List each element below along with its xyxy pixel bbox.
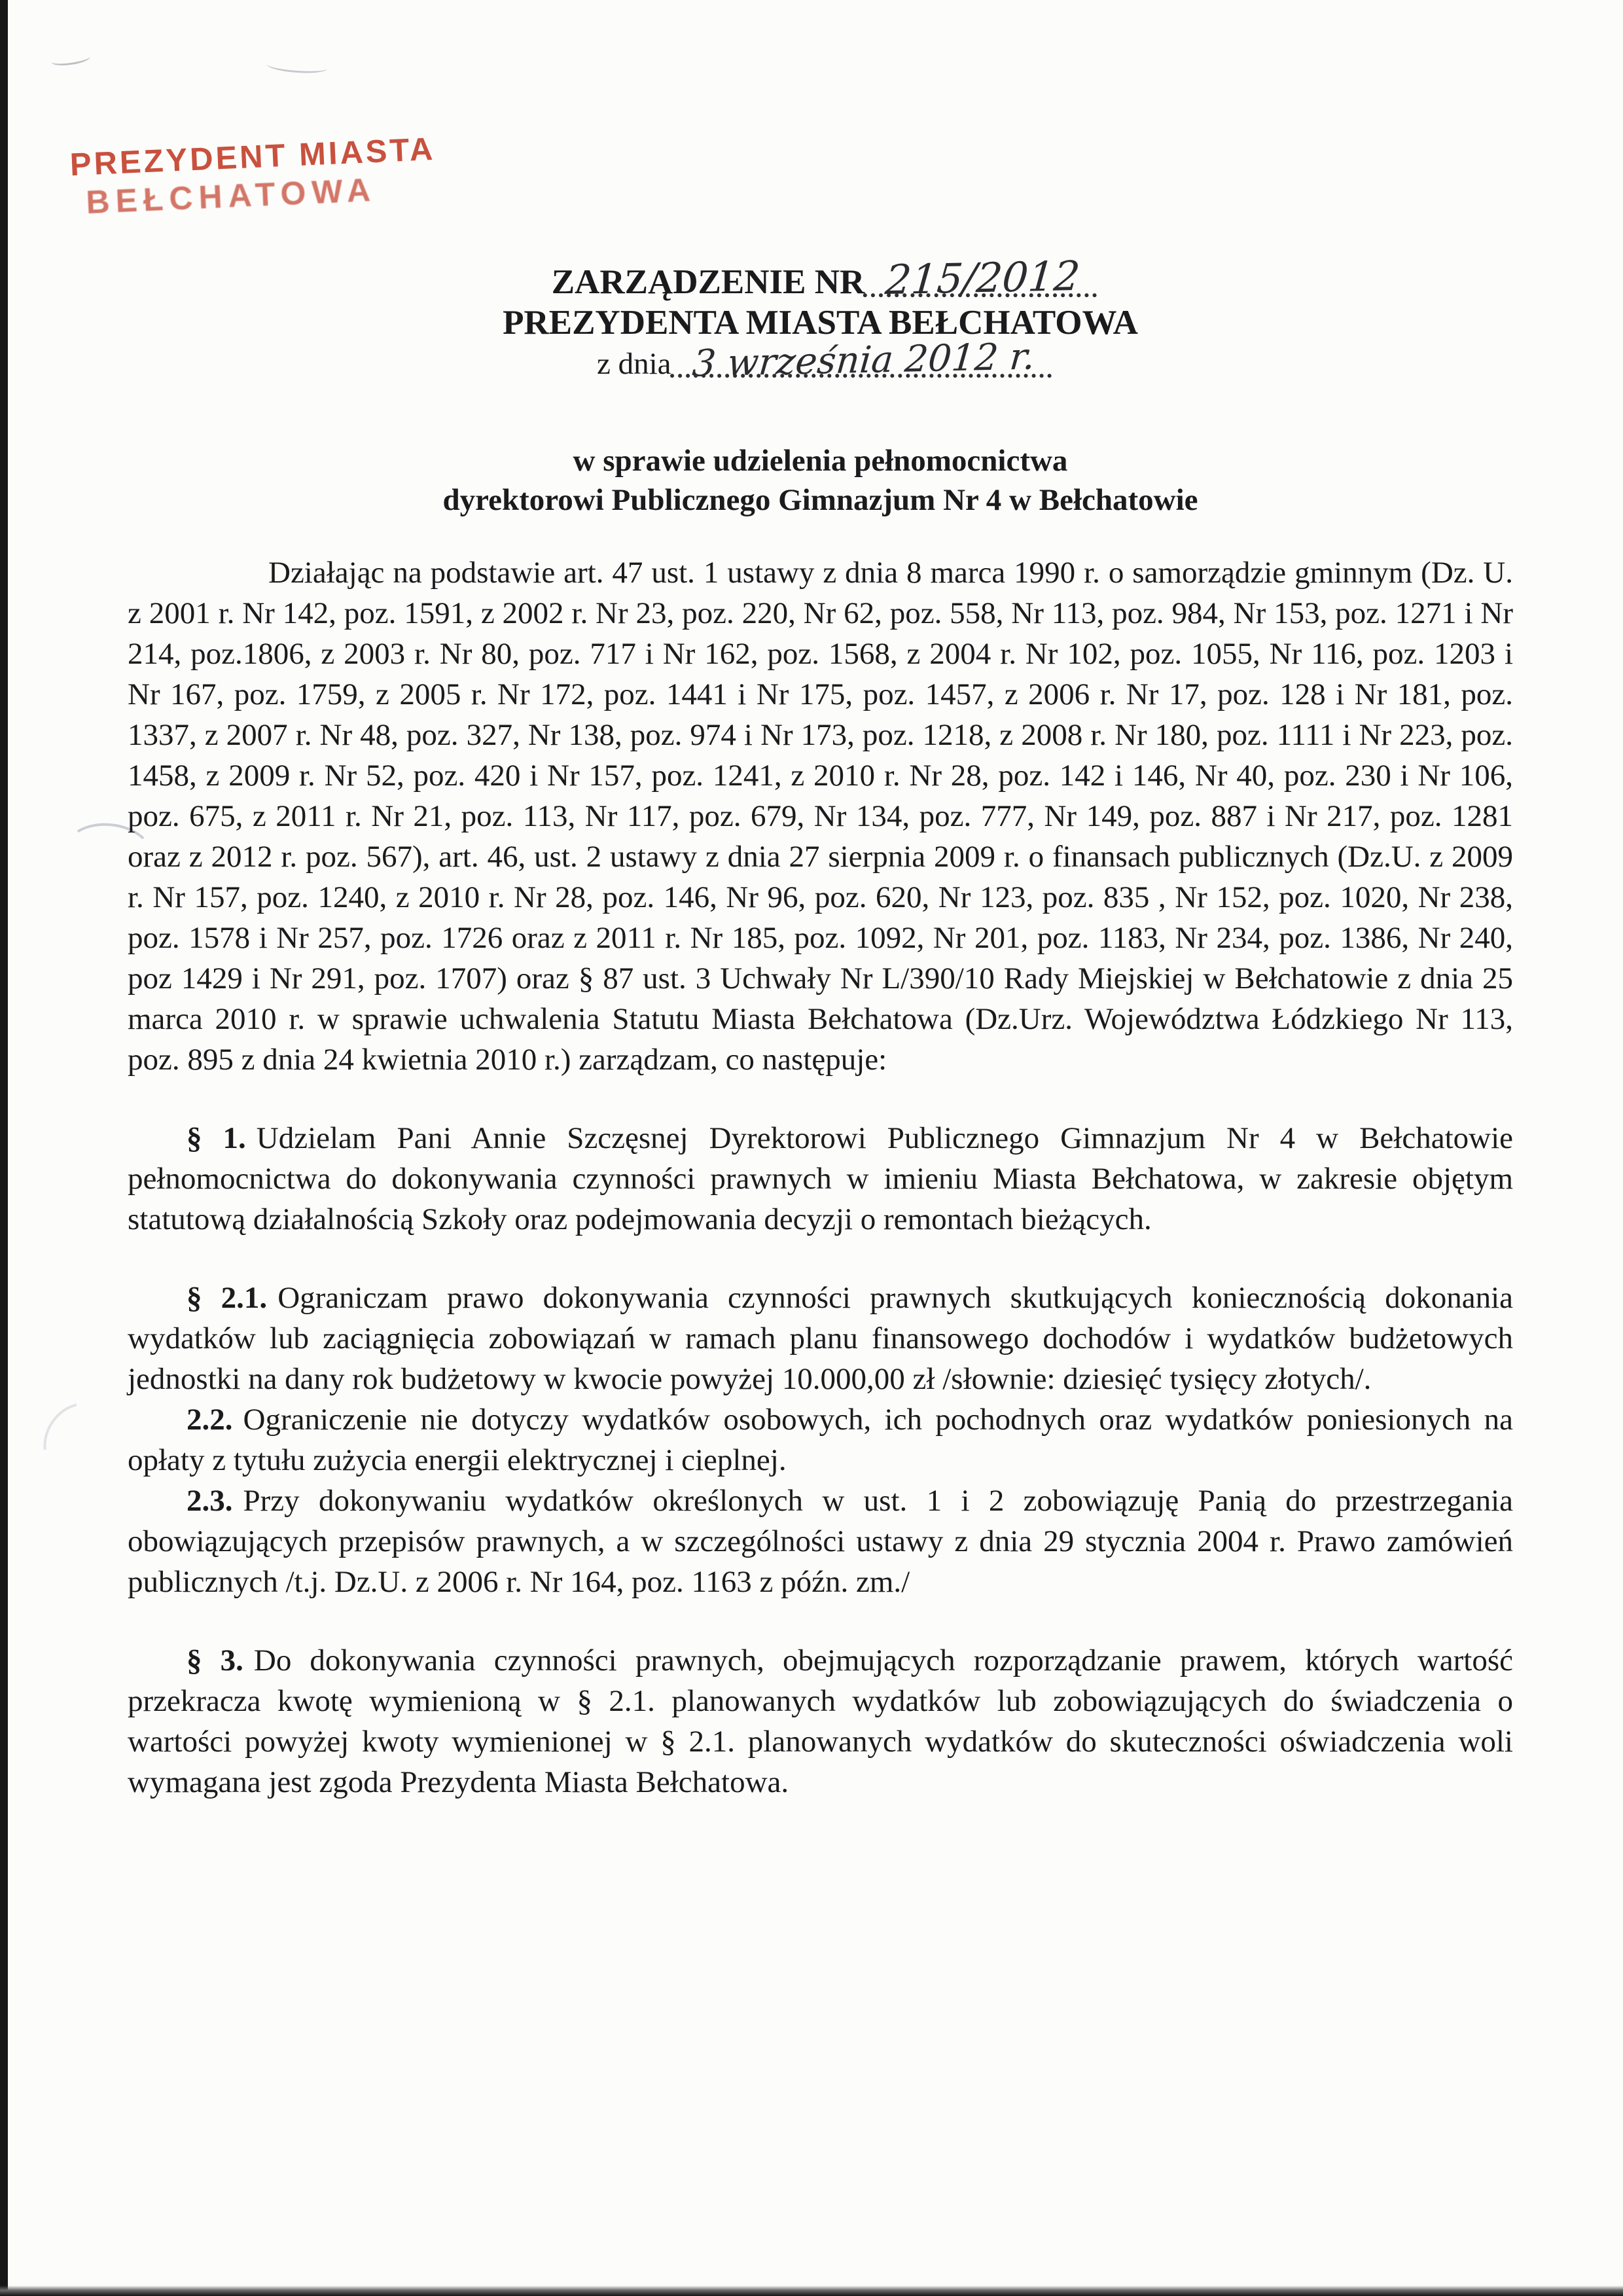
section-3-paragraph (128, 1640, 1513, 1803)
scan-edge-bottom (0, 2286, 1623, 2296)
section-2-1-text: Ograniczam prawo dokonywania czynności prawnych skutkujących koniecznością dokonania wydatków lub zaciągnięcia zobowiązań w ramach planu finansowego dochodów i wydatków budżetowych jednostki na dany rok budżetowy w kwocie powyżej 10.000,00 zł /słownie: dziesięć tysięcy złotych/. (128, 1281, 1513, 1396)
section-2-2-marker: 2.2. (187, 1403, 233, 1437)
order-date-prefix: z dnia (597, 347, 671, 381)
stamp-line-1: PREZYDENT MIASTA (69, 131, 437, 183)
legal-basis-paragraph: Działając na podstawie art. 47 ust. 1 ustawy z dnia 8 marca 1990 r. o samorządzie gminnym (Dz. U. z 2001 r. Nr 142, poz. 1591, z 2002 r. Nr 23, poz. 220, Nr 62, poz. 558, Nr 113, poz. 984, Nr 153, poz. 1271 i Nr 214, poz.1806, z 2003 r. Nr 80, poz. 717 i Nr 162, poz. 1568, z 2004 r. Nr 102, poz. 1055, Nr 116, poz. 1203 i Nr 167, poz. 1759, z 2005 r. Nr 172, poz. 1441 i Nr 175, poz. 1457, z 2006 r. Nr 17, poz. 128 i Nr 181, poz. 1337, z 2007 r. Nr 48, poz. 327, Nr 138, poz. 974 i Nr 173, poz. 1218, z 2008 r. Nr 180, poz. 1111 i Nr 223, poz. 1458, z 2009 r. Nr 52, poz. 420 i Nr 157, poz. 1241, z 2010 r. Nr 28, poz. 142 i 146, Nr 40, poz. 230 i Nr 106, poz. 675, z 2011 r. Nr 21, poz. 113, Nr 117, poz. 679, Nr 134, poz. 777, Nr 149, poz. 887 i Nr 217, poz. 1281 oraz z 2012 r. poz. 567), art. 46, ust. 2 ustawy z dnia 27 sierpnia 2009 r. o finansach publicznych (Dz.U. z 2009 r. Nr 157, poz. 1240, z 2010 r. Nr 28, poz. 146, Nr 96, poz. 620, Nr 123, poz. 835 , Nr 152, poz. 1020, Nr 238, poz. 1578 i Nr 257, poz. 1726 oraz z 2011 r. Nr 185, poz. 1092, Nr 201, poz. 1183, Nr 234, poz. 1386, Nr 240, poz 1429 i Nr 291, poz. 1707) oraz § 87 ust. 3 Uchwały Nr L/390/10 Rady Miejskiej w Bełchatowie z dnia 25 marca 2010 r. w sprawie uchwalenia Statutu Miasta Bełchatowa (Dz.Urz. Województwa Łódzkiego Nr 113, poz. 895 z dnia 24 kwietnia 2010 r.) zarządzam, co następuje: (128, 556, 1513, 1077)
mayor-office-stamp (69, 131, 438, 222)
order-title-prefix: ZARZĄDZENIE NR (551, 263, 865, 301)
order-issuer-line: PREZYDENTA MIASTA BEŁCHATOWA (503, 304, 1138, 342)
order-date-handwritten: 3 września 2012 r. (681, 338, 1045, 383)
section-1-text: Udzielam Pani Annie Szczęsnej Dyrektorowi Publicznego Gimnazjum Nr 4 w Bełchatowie pełnomocnictwa do dokonywania czynności prawnych w imieniu Miasta Bełchatowa, w zakresie objętym statutową działalnością Szkoły oraz podejmowania decyzji o remontach bieżących. (128, 1121, 1513, 1236)
order-number-handwritten: 215/2012 (875, 256, 1091, 301)
section-1-paragraph (128, 1118, 1513, 1240)
section-2-2-text: Ograniczenie nie dotyczy wydatków osobowych, ich pochodnych oraz wydatków poniesionych na opłaty z tytułu zużycia energii elektrycznej i cieplnej. (128, 1403, 1513, 1477)
order-header (128, 251, 1513, 395)
section-2-3-text: Przy dokonywaniu wydatków określonych w ust. 1 i 2 zobowiązuję Panią do przestrzegania obowiązujących przepisów prawnych, a w szczególności ustawy z dnia 29 stycznia 2004 r. Prawo zamówień publicznych /t.j. Dz.U. z 2006 r. Nr 164, poz. 1163 z późn. zm./ (128, 1484, 1513, 1599)
subject-line-1: w sprawie udzielenia pełnomocnictwa (573, 444, 1068, 478)
section-2-3-marker: 2.3. (187, 1484, 233, 1518)
section-2-1-marker: § 2.1. (187, 1281, 268, 1315)
section-2-2-paragraph (128, 1399, 1513, 1480)
section-2-3-paragraph (128, 1480, 1513, 1602)
pencil-mark (266, 58, 327, 75)
stamp-line-2: BEŁCHATOWA (85, 171, 377, 221)
section-3-marker: § 3. (187, 1643, 243, 1677)
pencil-mark (50, 51, 91, 67)
section-1-marker: § 1. (187, 1121, 246, 1155)
order-subject (128, 441, 1513, 520)
order-date-line (128, 335, 1513, 395)
order-title-line (128, 251, 1513, 304)
subject-line-2: dyrektorowi Publicznego Gimnazjum Nr 4 w Bełchatowie (442, 483, 1198, 517)
section-2-1-paragraph (128, 1278, 1513, 1399)
section-3-text: Do dokonywania czynności prawnych, obejmujących rozporządzanie prawem, których wartość przekracza kwotę wymienioną w § 2.1. planowanych wydatków lub zobowiązujących do świadczenia o wartości powyżej kwoty wymienionej w § 2.1. planowanych wydatków do skuteczności oświadczenia woli wymagana jest zgoda Prezydenta Miasta Bełchatowa. (128, 1643, 1513, 1799)
document-content (0, 251, 1623, 1803)
